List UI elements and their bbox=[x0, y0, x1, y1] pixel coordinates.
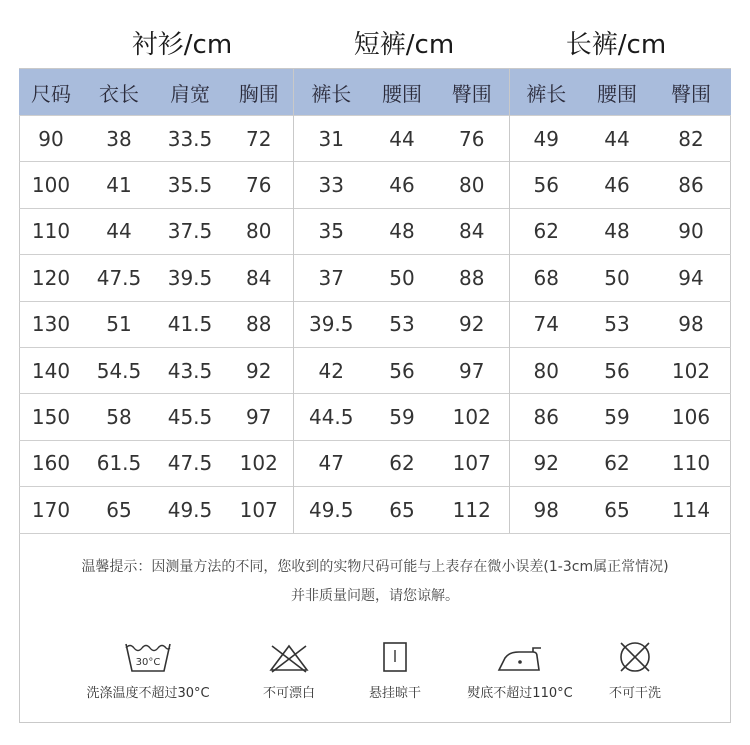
table-cell: 98 bbox=[509, 487, 583, 533]
table-cell: 94 bbox=[651, 255, 731, 301]
table-cell: 68 bbox=[509, 255, 583, 301]
table-cell: 86 bbox=[651, 162, 731, 208]
table-cell: 120 bbox=[19, 255, 83, 301]
table-cell: 51 bbox=[83, 301, 155, 347]
table-cell: 47 bbox=[293, 440, 369, 486]
table-cell: 45.5 bbox=[155, 394, 225, 440]
table-cell: 160 bbox=[19, 440, 83, 486]
table-cell: 48 bbox=[583, 208, 651, 254]
shorts-header: 短裤/cm bbox=[353, 30, 455, 60]
table-cell: 140 bbox=[19, 347, 83, 393]
table-cell: 53 bbox=[369, 301, 435, 347]
table-cell: 38 bbox=[83, 116, 155, 162]
table-row bbox=[19, 255, 731, 301]
table-row bbox=[19, 162, 731, 208]
table-cell: 82 bbox=[651, 116, 731, 162]
table-cell: 76 bbox=[225, 162, 293, 208]
table-cell: 59 bbox=[583, 394, 651, 440]
table-cell: 114 bbox=[651, 487, 731, 533]
table-cell: 76 bbox=[435, 116, 509, 162]
table-cell: 130 bbox=[19, 301, 83, 347]
care-item-wash bbox=[68, 640, 228, 701]
column-header: 衣长 bbox=[83, 69, 155, 116]
table-cell: 31 bbox=[293, 116, 369, 162]
table-cell: 48 bbox=[369, 208, 435, 254]
table-cell: 47.5 bbox=[155, 440, 225, 486]
table-cell: 110 bbox=[19, 208, 83, 254]
column-header: 胸围 bbox=[225, 69, 293, 116]
table-cell: 33.5 bbox=[155, 116, 225, 162]
table-cell: 62 bbox=[509, 208, 583, 254]
table-cell: 102 bbox=[651, 347, 731, 393]
table-cell: 49.5 bbox=[155, 487, 225, 533]
table-cell: 106 bbox=[651, 394, 731, 440]
table-cell: 90 bbox=[19, 116, 83, 162]
table-cell: 44 bbox=[83, 208, 155, 254]
size-table bbox=[19, 68, 731, 534]
table-cell: 56 bbox=[509, 162, 583, 208]
table-cell: 112 bbox=[435, 487, 509, 533]
column-header: 裤长 bbox=[509, 69, 583, 116]
table-row bbox=[19, 347, 731, 393]
wash-30-icon bbox=[123, 640, 173, 674]
table-cell: 84 bbox=[435, 208, 509, 254]
care-label: 不可干洗 bbox=[608, 686, 661, 701]
table-cell: 50 bbox=[369, 255, 435, 301]
table-cell: 90 bbox=[651, 208, 731, 254]
table-cell: 58 bbox=[83, 394, 155, 440]
table-cell: 100 bbox=[19, 162, 83, 208]
table-cell: 74 bbox=[509, 301, 583, 347]
wash-temp-text: 30°C bbox=[135, 657, 161, 668]
table-cell: 35.5 bbox=[155, 162, 225, 208]
table-cell: 44.5 bbox=[293, 394, 369, 440]
table-cell: 54.5 bbox=[83, 347, 155, 393]
table-row bbox=[19, 301, 731, 347]
table-cell: 59 bbox=[369, 394, 435, 440]
notice-line-1: 温馨提示：因测量方法的不同，您收到的实物尺码可能与上表存在微小误差(1-3cm属正常情况) bbox=[81, 559, 669, 575]
table-cell: 150 bbox=[19, 394, 83, 440]
table-row bbox=[19, 208, 731, 254]
table-header-row bbox=[19, 69, 731, 116]
table-cell: 102 bbox=[435, 394, 509, 440]
no-dry-clean-icon bbox=[615, 640, 655, 674]
trousers-header: 长裤/cm bbox=[565, 30, 667, 60]
table-cell: 41 bbox=[83, 162, 155, 208]
table-cell: 49 bbox=[509, 116, 583, 162]
column-header: 臀围 bbox=[435, 69, 509, 116]
shirt-header: 衬衫/cm bbox=[131, 30, 233, 60]
table-cell: 33 bbox=[293, 162, 369, 208]
table-cell: 61.5 bbox=[83, 440, 155, 486]
table-row bbox=[19, 440, 731, 486]
table-cell: 65 bbox=[369, 487, 435, 533]
care-label: 熨底不超过110°C bbox=[467, 686, 573, 701]
table-cell: 42 bbox=[293, 347, 369, 393]
table-cell: 43.5 bbox=[155, 347, 225, 393]
table-cell: 39.5 bbox=[293, 301, 369, 347]
table-cell: 107 bbox=[435, 440, 509, 486]
table-cell: 92 bbox=[435, 301, 509, 347]
no-bleach-icon bbox=[266, 640, 312, 674]
table-cell: 41.5 bbox=[155, 301, 225, 347]
table-cell: 84 bbox=[225, 255, 293, 301]
column-header: 裤长 bbox=[293, 69, 369, 116]
column-header: 尺码 bbox=[19, 69, 83, 116]
iron-110-icon bbox=[495, 640, 545, 674]
care-label: 不可漂白 bbox=[262, 686, 315, 701]
column-header: 腰围 bbox=[369, 69, 435, 116]
table-row bbox=[19, 487, 731, 533]
table-cell: 97 bbox=[435, 347, 509, 393]
table-cell: 37 bbox=[293, 255, 369, 301]
table-cell: 62 bbox=[583, 440, 651, 486]
care-item-dryclean bbox=[555, 640, 715, 701]
table-cell: 44 bbox=[369, 116, 435, 162]
table-cell: 107 bbox=[225, 487, 293, 533]
table-cell: 80 bbox=[435, 162, 509, 208]
table-cell: 72 bbox=[225, 116, 293, 162]
table-cell: 92 bbox=[225, 347, 293, 393]
column-header: 肩宽 bbox=[155, 69, 225, 116]
table-cell: 80 bbox=[509, 347, 583, 393]
table-cell: 53 bbox=[583, 301, 651, 347]
table-cell: 170 bbox=[19, 487, 83, 533]
table-cell: 37.5 bbox=[155, 208, 225, 254]
table-cell: 80 bbox=[225, 208, 293, 254]
table-row bbox=[19, 394, 731, 440]
column-header: 腰围 bbox=[583, 69, 651, 116]
table-cell: 46 bbox=[369, 162, 435, 208]
table-cell: 62 bbox=[369, 440, 435, 486]
table-row bbox=[19, 116, 731, 162]
table-cell: 102 bbox=[225, 440, 293, 486]
table-cell: 47.5 bbox=[83, 255, 155, 301]
notice-line-2: 并非质量问题，请您谅解。 bbox=[291, 588, 459, 604]
table-cell: 110 bbox=[651, 440, 731, 486]
table-cell: 65 bbox=[83, 487, 155, 533]
table-cell: 88 bbox=[225, 301, 293, 347]
table-cell: 50 bbox=[583, 255, 651, 301]
care-label: 洗涤温度不超过30°C bbox=[86, 686, 210, 701]
table-cell: 98 bbox=[651, 301, 731, 347]
table-cell: 86 bbox=[509, 394, 583, 440]
table-cell: 92 bbox=[509, 440, 583, 486]
table-cell: 56 bbox=[369, 347, 435, 393]
table-cell: 49.5 bbox=[293, 487, 369, 533]
table-cell: 65 bbox=[583, 487, 651, 533]
column-header: 臀围 bbox=[651, 69, 731, 116]
table-cell: 46 bbox=[583, 162, 651, 208]
line-dry-icon bbox=[378, 640, 412, 674]
care-label: 悬挂晾干 bbox=[368, 686, 421, 701]
table-cell: 39.5 bbox=[155, 255, 225, 301]
table-cell: 44 bbox=[583, 116, 651, 162]
table-cell: 97 bbox=[225, 394, 293, 440]
table-cell: 88 bbox=[435, 255, 509, 301]
table-cell: 56 bbox=[583, 347, 651, 393]
table-cell: 35 bbox=[293, 208, 369, 254]
